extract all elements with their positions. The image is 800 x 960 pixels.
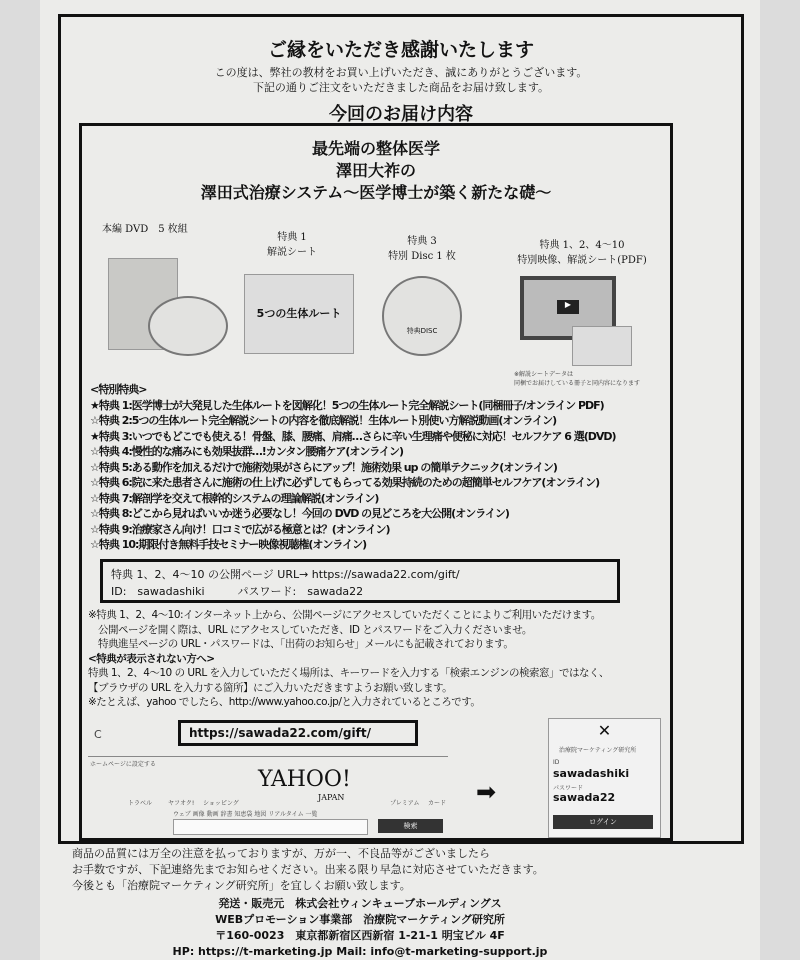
password-label: パスワード — [553, 785, 584, 792]
access-notes — [88, 608, 609, 710]
footer-line: 今後とも「治療院マーケティング研究所」を宜しくお願い致します。 — [72, 879, 411, 892]
id-field: sawadashiki — [553, 767, 630, 780]
bonus-item: ☆特典 4:慢性的な痛みにも効果抜群…!カンタン腰痛ケア(オンライン) — [90, 445, 404, 458]
bonus-item: ★特典 3:いつでもどこでも使える！骨盤、膝、腰痛、肩痛…さらに辛い生理痛や便秘に対応！セルフケア 6 選(DVD) — [90, 429, 616, 443]
title-line: 最先端の整体医学 — [311, 139, 440, 158]
play-icon: ▶ — [557, 300, 579, 314]
company-contact: HP: https://t-marketing.jp Mail: info@t-marketing-support.jp — [172, 945, 548, 958]
footer-line: 商品の品質には万全の注意を払っておりますが、万が一、不良品等がございましたら — [72, 847, 490, 860]
org-name: 治療院マーケティング研究所 — [559, 747, 637, 754]
search-input — [173, 819, 368, 835]
bonus-item: ★特典 1:医学博士が大発見した生体ルートを図解化！5つの生体ルート完全解説シート(同梱冊子/オンライン PDF) — [90, 398, 604, 412]
yahoo-logo-sub: JAPAN — [318, 793, 345, 802]
travel-icon: トラベル — [128, 800, 153, 807]
note-line: 公開ページを開く際は、URL にアクセスしていただき、ID とパスワードをご入力くださいませ。 — [88, 623, 532, 636]
delivery-note — [58, 14, 744, 844]
sub: 特別映像、解説シート(PDF) — [517, 255, 647, 266]
note-line: 特典 1、2、4～10 の URL を入力していただく場所は、キーワードを入力する「検索エンジンの検索窓」ではなく、 — [88, 667, 609, 679]
auction-icon: ヤフオク! — [168, 800, 195, 807]
disc-title: 特典DISC — [406, 327, 438, 335]
search-button: 検索 — [378, 819, 443, 833]
label: 特典 1 — [277, 232, 307, 243]
label: 特典 3 — [407, 236, 437, 247]
bonus-item: ☆特典 5:ある動作を加えるだけで施術効果がさらにアップ！施術効果 up の簡単テクニック(オンライン) — [90, 460, 557, 474]
login-panel — [548, 718, 661, 838]
bonus-item: ☆特典 2:5つの生体ルート完全解説シートの内容を徹底解説！生体ルート別使い方解説動画(オンライン) — [90, 414, 557, 427]
title-line: 澤田大祚の — [335, 161, 416, 180]
credentials-line: ID: sawadashiki パスワード: sawada22 — [111, 585, 364, 598]
sub: 解説シート — [267, 247, 317, 258]
org-logo-icon: ✕ — [597, 721, 612, 740]
intro-line: 下記の通りご注文をいただきました商品をお届け致します。 — [252, 81, 550, 94]
item-main-dvd-label: 本編 DVD 5 枚組 — [102, 224, 188, 235]
sheet-thumb-image — [572, 326, 632, 366]
bonus-list — [90, 382, 616, 553]
note-line: ※特典 1、2、4～10:インターネット上から、公開ページにアクセスしていただくことによりご利用いただけます。 — [88, 609, 601, 621]
item-bonus3-label — [367, 234, 477, 264]
note-line: ※たとえば、yahoo でしたら、http://www.yahoo.co.jp/と入力されているところです。 — [88, 696, 481, 708]
company-address: 〒160-0023 東京都新宿区西新宿 1-21-1 明宝ビル 4F — [215, 929, 505, 942]
password-field: sawada22 — [553, 791, 616, 804]
arrow-right-icon: ➡ — [476, 778, 497, 806]
premium-icon: プレミアム — [390, 800, 420, 807]
thanks-title: ご縁をいただき感謝いたします — [267, 39, 534, 61]
yahoo-logo: YAHOO! — [258, 767, 351, 792]
note-line: ※解説シートデータは — [514, 371, 574, 378]
access-info-box — [100, 559, 620, 603]
sheet-image — [244, 274, 354, 354]
url-line: 特典 1、2、4～10 の公開ページ URL→ https://sawada22.com/gift/ — [111, 568, 460, 581]
footer-line: お手数ですが、下記連絡先までお知らせください。出来る限り早急に対応させていただきます。 — [72, 863, 544, 876]
browser-example — [88, 718, 663, 838]
intro-line: この度は、弊社の教材をお買い上げいただき、誠にありがとうございます。 — [214, 66, 588, 79]
footer-message — [72, 846, 544, 894]
dvd-discs-image — [148, 296, 228, 356]
note-line: 同梱でお届けしている冊子と同内容になります — [514, 380, 641, 387]
company-info — [170, 896, 550, 960]
bonus-item: ☆特典 7:解剖学を交えて根幹的システムの理論解説(オンライン) — [90, 491, 379, 505]
bonus-disc-image — [382, 276, 462, 356]
company-line: WEBプロモーション事業部 治療院マーケティング研究所 — [215, 913, 505, 926]
divider — [88, 756, 448, 757]
title-line: 澤田式治療システム～医学博士が築く新たな礎～ — [200, 183, 552, 202]
sub: 特別 Disc 1 枚 — [388, 251, 456, 262]
id-label: ID — [553, 759, 560, 766]
intro — [61, 65, 741, 95]
address-bar: https://sawada22.com/gift/ — [178, 720, 418, 746]
login-button: ログイン — [553, 815, 653, 829]
note-line: 特典進呈ページの URL・パスワードは、「出荷のお知らせ」メールにも記載されております。 — [88, 638, 514, 650]
note-line: 【ブラウザの URL を入力する箇所】にご入力いただきますようお願い致します。 — [88, 681, 453, 694]
bonus-item: ☆特典 10:期限付き無料手技セミナー映像視聴権(オンライン) — [90, 538, 367, 551]
card-icon: カード — [428, 800, 447, 807]
product-title — [82, 138, 670, 204]
bonus-item: ☆特典 6:院に来た患者さんに施術の仕上げに必ずしてもらってる効果持続のための超簡単セルフケア(オンライン) — [90, 476, 600, 489]
section-title: 今回のお届け内容 — [329, 104, 473, 125]
reload-icon: C — [94, 728, 102, 741]
item-online-label — [502, 238, 662, 268]
contents-box — [79, 123, 673, 841]
company-line: 発送・販売元 株式会社ウィンキューブホールディングス — [218, 897, 502, 910]
shopping-icon: ショッピング — [203, 800, 239, 807]
note-heading: <特典が表示されない方へ> — [88, 652, 215, 665]
bonus-item: ☆特典 9:治療家さん向け！口コミで広がる極意とは？(オンライン) — [90, 522, 390, 536]
bonus-heading: <特別特典> — [90, 383, 147, 396]
label: 特典 1、2、4～10 — [539, 240, 625, 251]
item-bonus1-label — [242, 230, 342, 260]
bonus-item: ☆特典 8:どこから見ればいいか迷う必要なし！今回の DVD の見どころを大公開(オンライン) — [90, 507, 509, 520]
homepage-link: ホームページに設定する — [90, 761, 156, 768]
search-tabs: ウェブ 画像 動画 辞書 知恵袋 地図 リアルタイム 一覧 — [173, 811, 318, 818]
sheet-title: 5つの生体ルート — [256, 307, 342, 320]
